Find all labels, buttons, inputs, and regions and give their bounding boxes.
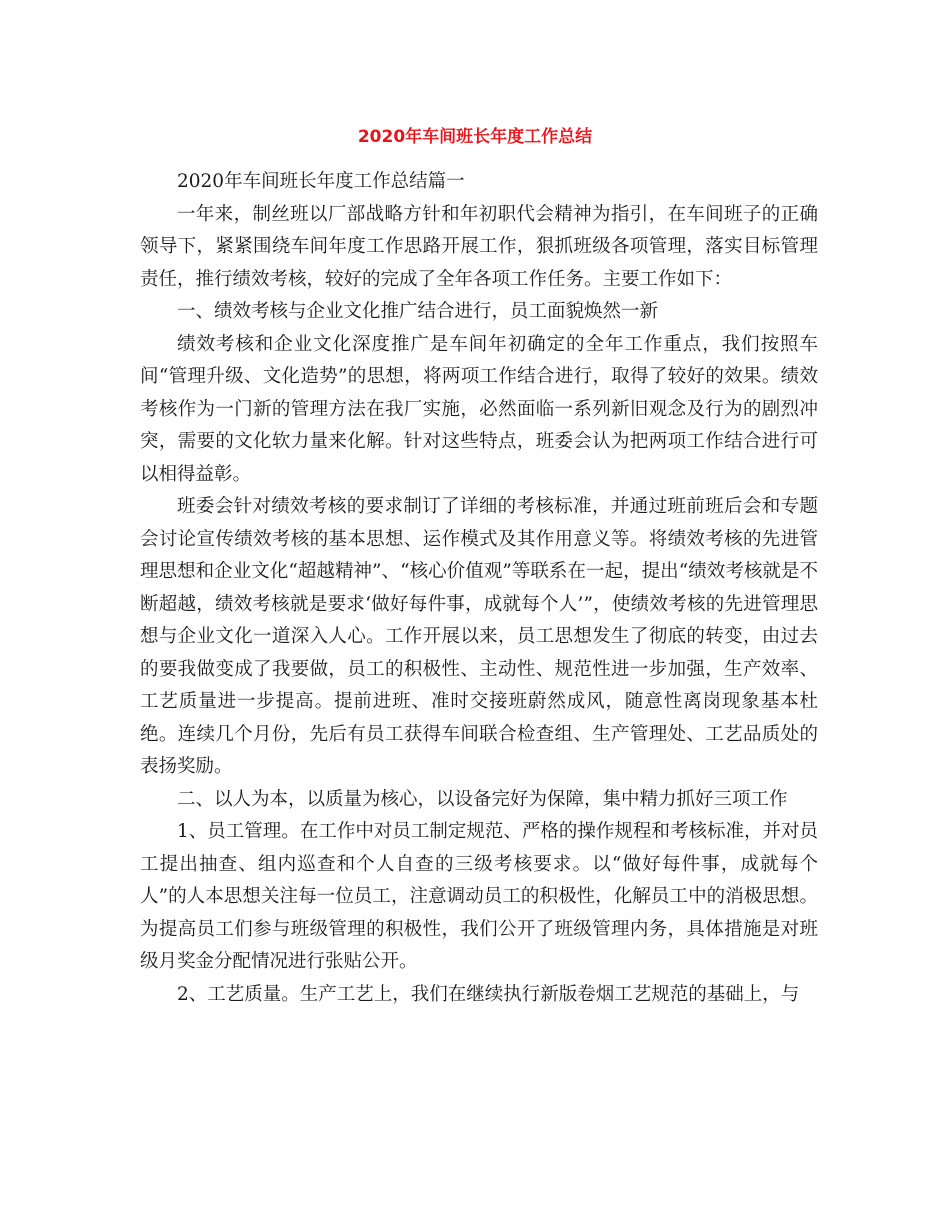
paragraph: 1、员工管理。在工作中对员工制定规范、严格的操作规程和考核标准，并对员工提出抽查、组内巡查和个人自查的三级考核要求。以“做好每件事，成就每个人”的人本思想关注每一位员工，注意调动员工的积极性，化解员工中的消极思想。为提高员工们参与班级管理的积极性，我们公开了班级管理内务，具体措施是对班级月奖金分配情况进行张贴公开。 bbox=[140, 821, 818, 972]
paragraph: 绩效考核和企业文化深度推广是车间年初确定的全年工作重点，我们按照车间“管理升级、文化造势”的思想，将两项工作结合进行，取得了较好的效果。绩效考核作为一门新的管理方法在我厂实施，必然面临一系列新旧观念及行为的剧烈冲突，需要的文化软力量来化解。针对这些特点，班委会认为把两项工作结合进行可以相得益彰。 bbox=[140, 333, 818, 485]
section-heading: 二、以人为本，以质量为核心，以设备完好为保障，集中精力抓好三项工作 bbox=[177, 788, 788, 810]
paragraph: 班委会针对绩效考核的要求制订了详细的考核标准，并通过班前班后会和专题会讨论宣传绩效考核的基本思想、运作模式及其作用意义等。将绩效考核的先进管理思想和企业文化“超越精神”、“核心价值观”等联系在一起，提出“绩效考核就是不断超越，绩效考核就是要求‘做好每件事，成就每个人’”，使绩效考核的先进管理思想与企业文化一道深入人心。工作开展以来，员工思想发生了彻底的转变，由过去的要我做变成了我要做，员工的积极性、主动性、规范性进一步加强，生产效率、工艺质量进一步提高。提前进班、准时交接班蔚然成风，随意性离岗现象基本杜绝。连续几个月份，先后有员工获得车间联合检查组、生产管理处、工艺品质处的表扬奖励。 bbox=[140, 496, 818, 777]
paragraph: 2、工艺质量。生产工艺上，我们在继续执行新版卷烟工艺规范的基础上，与 bbox=[177, 983, 800, 1005]
section-heading: 一、绩效考核与企业文化推广结合进行，员工面貌焕然一新 bbox=[177, 301, 659, 322]
document-body bbox=[140, 166, 818, 1011]
paragraph: 一年来，制丝班以厂部战略方针和年初职代会精神为指引，在车间班子的正确领导下，紧紧围绕车间年度工作思路开展工作，狠抓班级各项管理，落实目标管理责任，推行绩效考核，较好的完成了全年各项工作任务。主要工作如下： bbox=[140, 203, 818, 290]
document-title: 2020年车间班长年度工作总结 bbox=[357, 127, 593, 147]
section-heading: 2020年车间班长年度工作总结篇一 bbox=[177, 171, 465, 192]
